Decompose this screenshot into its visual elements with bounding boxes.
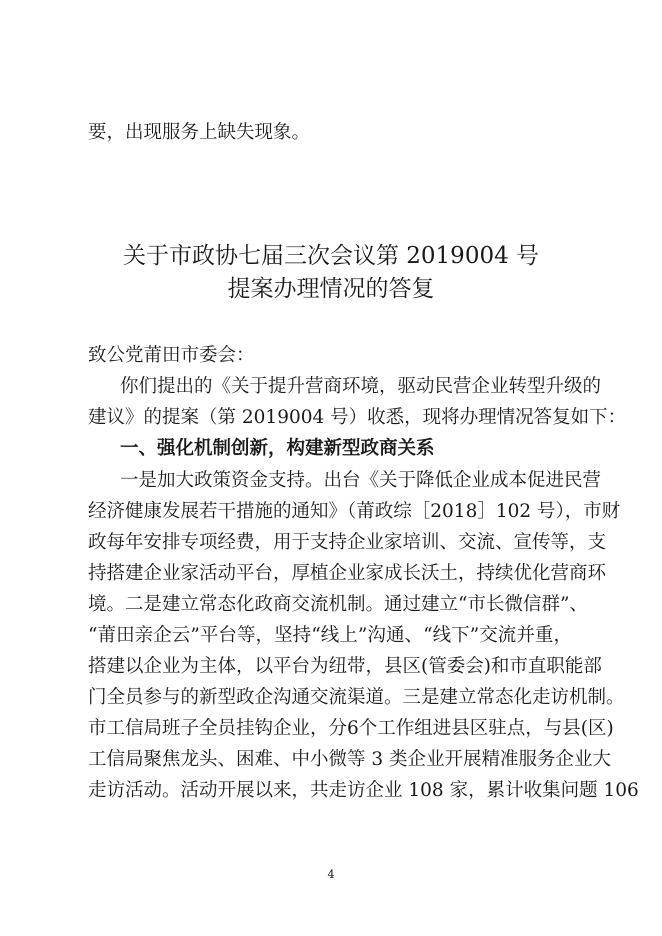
paragraph-line: 市工信局班子全员挂钩企业，分6个工作组进县区驻点，与县(区) xyxy=(88,718,614,739)
paragraph-line: 经济健康发展若干措施的通知》（莆政综［2018］102 号），市财 xyxy=(88,501,621,522)
document-title-line-2: 提案办理情况的答复 xyxy=(227,276,435,302)
paragraph-line: “莆田亲企云”平台等，坚持“线上”沟通、“线下”交流并重， xyxy=(88,625,572,646)
paragraph-line: 一是加大政策资金支持。出台《关于降低企业成本促进民营 xyxy=(120,470,602,491)
paragraph-line: 走访活动。活动开展以来，共走访企业 108 家，累计收集问题 106 xyxy=(88,780,639,801)
section-heading: 一、强化机制创新，构建新型政商关系 xyxy=(120,438,435,459)
document-title-line-1: 关于市政协七届三次会议第 2019004 号 xyxy=(122,243,540,269)
paragraph-line: 工信局聚焦龙头、困难、中小微等 3 类企业开展精准服务企业大 xyxy=(88,749,612,770)
paragraph-line: 建议》的提案（第 2019004 号）收悉，现将办理情况答复如下： xyxy=(88,407,627,428)
paragraph-line: 政每年安排专项经费，用于支持企业家培训、交流、宣传等，支 xyxy=(88,532,607,553)
paragraph-line: 门全员参与的新型政企沟通交流渠道。三是建立常态化走访机制。 xyxy=(88,687,625,708)
paragraph-line: 持搭建企业家活动平台，厚植企业家成长沃土，持续优化营商环 xyxy=(88,563,607,584)
page-number: 4 xyxy=(327,868,335,881)
salutation: 致公党莆田市委会： xyxy=(88,345,255,366)
paragraph-line: 你们提出的《关于提升营商环境，驱动民营企业转型升级的 xyxy=(120,376,602,397)
paragraph-line: 搭建以企业为主体，以平台为纽带，县区(管委会)和市直职能部 xyxy=(88,656,602,677)
carryover-text: 要，出现服务上缺失现象。 xyxy=(88,122,311,143)
paragraph-line: 境。二是建立常态化政商交流机制。通过建立“市长微信群”、 xyxy=(88,594,588,615)
